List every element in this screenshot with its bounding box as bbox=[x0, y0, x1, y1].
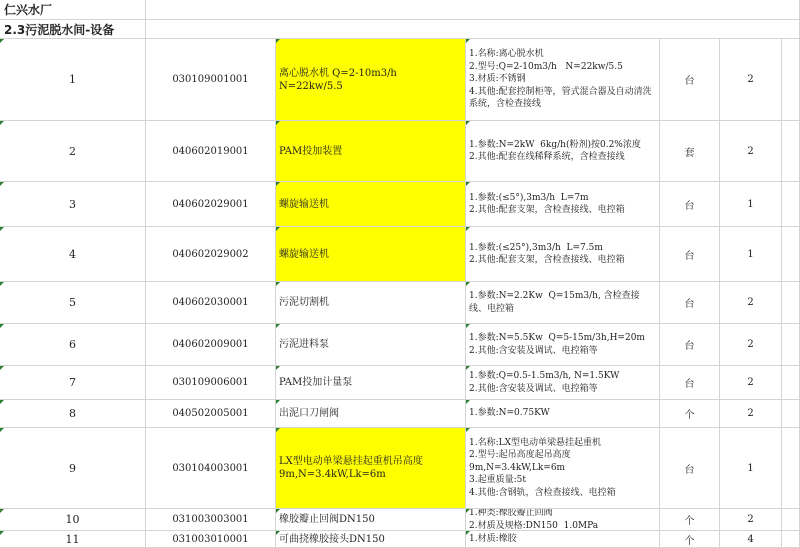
row-qty-text: 2 bbox=[747, 514, 754, 525]
cell-comment-marker-icon bbox=[466, 227, 470, 231]
row-unit-text: 台 bbox=[684, 250, 695, 262]
cell-code[interactable] bbox=[146, 428, 276, 509]
sheet-title-cell[interactable] bbox=[0, 0, 146, 20]
row-unit-text: 台 bbox=[684, 464, 695, 476]
section-title: 2.3污泥脱水间-设备 bbox=[4, 22, 115, 37]
cell-no[interactable] bbox=[0, 366, 146, 400]
row-no-text: 3 bbox=[69, 197, 76, 211]
cell-comment-marker-icon bbox=[0, 324, 4, 328]
row-desc-text: 1.参数:N=5.5Kw Q=5-15m/3h,H=20m 2.其他:含安装及调试、电控箱等 bbox=[469, 333, 645, 356]
row-desc-text: 1.参数:(≤5°),3m3/h L=7m 2.其他:配套支架，含检查接线、电控箱 bbox=[469, 192, 625, 215]
cell-name[interactable] bbox=[276, 531, 466, 548]
row-qty-text: 2 bbox=[747, 377, 754, 388]
cell-comment-marker-icon bbox=[276, 227, 280, 231]
cell-name[interactable] bbox=[276, 227, 466, 282]
cell-unit[interactable] bbox=[660, 366, 720, 400]
cell-empty[interactable] bbox=[782, 324, 800, 366]
cell-comment-marker-icon bbox=[466, 531, 470, 535]
cell-comment-marker-icon bbox=[466, 282, 470, 286]
cell-comment-marker-icon bbox=[276, 324, 280, 328]
cell-comment-marker-icon bbox=[0, 531, 4, 535]
cell-desc[interactable] bbox=[466, 182, 660, 227]
row-code-text: 040602030001 bbox=[172, 297, 249, 308]
row-qty-text: 1 bbox=[747, 248, 754, 260]
section-title-cell[interactable] bbox=[0, 20, 146, 39]
cell-unit[interactable] bbox=[660, 400, 720, 428]
cell-no[interactable] bbox=[0, 400, 146, 428]
cell-qty[interactable] bbox=[720, 324, 782, 366]
cell-comment-marker-icon bbox=[466, 324, 470, 328]
row-desc-text: 1.参数:N=0.75KW bbox=[469, 408, 550, 419]
row-code-text: 030109006001 bbox=[172, 377, 249, 388]
cell-empty[interactable] bbox=[782, 182, 800, 227]
row-code-text: 040602029002 bbox=[172, 248, 249, 260]
cell-comment-marker-icon bbox=[0, 282, 4, 286]
row-desc-text: 1.名称:LX型电动单梁悬挂起重机 2.型号:起吊高度起吊高度 9m,N=3.4kW,Lk=6m 3.起重质量:5t 4.其他:含钢轨，含检查接线、电控箱 bbox=[469, 437, 616, 498]
row-name-text: 可曲挠橡胶接头DN150 bbox=[279, 533, 385, 545]
cell-unit[interactable] bbox=[660, 227, 720, 282]
cell-name[interactable] bbox=[276, 282, 466, 324]
row-code-text: 040602009001 bbox=[172, 339, 249, 350]
row-name-text: 橡胶瓣止回阀DN150 bbox=[279, 514, 375, 525]
cell-desc[interactable] bbox=[466, 39, 660, 121]
cell-code[interactable] bbox=[146, 39, 276, 121]
cell-desc[interactable] bbox=[466, 509, 660, 531]
cell-code[interactable] bbox=[146, 282, 276, 324]
row-unit-text: 套 bbox=[684, 147, 695, 159]
cell-qty[interactable] bbox=[720, 400, 782, 428]
cell-comment-marker-icon bbox=[466, 428, 470, 432]
cell-code[interactable] bbox=[146, 227, 276, 282]
cell-comment-marker-icon bbox=[0, 121, 4, 125]
cell-unit[interactable] bbox=[660, 509, 720, 531]
cell-empty[interactable] bbox=[782, 428, 800, 509]
row-no-text: 11 bbox=[65, 532, 80, 546]
cell-desc[interactable] bbox=[466, 366, 660, 400]
cell-comment-marker-icon bbox=[0, 400, 4, 404]
cell-no[interactable] bbox=[0, 121, 146, 182]
row-unit-text: 个 bbox=[684, 535, 695, 547]
cell-unit[interactable] bbox=[660, 428, 720, 509]
cell-qty[interactable] bbox=[720, 428, 782, 509]
cell-no[interactable] bbox=[0, 39, 146, 121]
cell-name[interactable] bbox=[276, 182, 466, 227]
cell-comment-marker-icon bbox=[276, 282, 280, 286]
empty-section-cell[interactable] bbox=[146, 20, 800, 39]
cell-empty[interactable] bbox=[782, 121, 800, 182]
row-no-text: 7 bbox=[69, 376, 76, 389]
cell-empty[interactable] bbox=[782, 282, 800, 324]
row-code-text: 040602029001 bbox=[172, 198, 249, 210]
cell-code[interactable] bbox=[146, 509, 276, 531]
cell-qty[interactable] bbox=[720, 121, 782, 182]
row-qty-text: 2 bbox=[747, 297, 754, 308]
row-no-text: 6 bbox=[69, 338, 76, 351]
cell-unit[interactable] bbox=[660, 121, 720, 182]
cell-comment-marker-icon bbox=[0, 227, 4, 231]
row-no-text: 10 bbox=[65, 513, 80, 526]
cell-desc[interactable] bbox=[466, 227, 660, 282]
row-no-text: 4 bbox=[69, 247, 76, 261]
cell-code[interactable] bbox=[146, 324, 276, 366]
cell-qty[interactable] bbox=[720, 509, 782, 531]
cell-comment-marker-icon bbox=[276, 428, 280, 432]
cell-comment-marker-icon bbox=[466, 509, 470, 513]
cell-desc[interactable] bbox=[466, 400, 660, 428]
cell-desc[interactable] bbox=[466, 282, 660, 324]
cell-name[interactable] bbox=[276, 400, 466, 428]
row-desc-text: 1.参数:(≤25°),3m3/h L=7.5m 2.其他:配套支架，含检查接线、电控箱 bbox=[469, 242, 625, 265]
cell-empty[interactable] bbox=[782, 509, 800, 531]
cell-comment-marker-icon bbox=[466, 400, 470, 404]
row-name-text: 螺旋输送机 bbox=[279, 248, 329, 260]
cell-no[interactable] bbox=[0, 428, 146, 509]
cell-code[interactable] bbox=[146, 121, 276, 182]
cell-name[interactable] bbox=[276, 509, 466, 531]
cell-code[interactable] bbox=[146, 400, 276, 428]
row-unit-text: 个 bbox=[684, 410, 695, 421]
cell-no[interactable] bbox=[0, 324, 146, 366]
row-unit-text: 台 bbox=[684, 299, 695, 310]
cell-code[interactable] bbox=[146, 531, 276, 548]
row-code-text: 030109001001 bbox=[172, 74, 249, 85]
row-unit-text: 个 bbox=[684, 516, 695, 527]
row-name-text: 螺旋输送机 bbox=[279, 198, 329, 210]
cell-comment-marker-icon bbox=[276, 509, 280, 513]
cell-empty[interactable] bbox=[782, 39, 800, 121]
cell-name[interactable] bbox=[276, 39, 466, 121]
cell-comment-marker-icon bbox=[466, 182, 470, 186]
cell-comment-marker-icon bbox=[276, 531, 280, 535]
row-qty-text: 2 bbox=[747, 339, 754, 350]
row-qty-text: 1 bbox=[747, 462, 754, 474]
row-unit-text: 台 bbox=[684, 379, 695, 390]
cell-no[interactable] bbox=[0, 182, 146, 227]
row-desc-text: 1.种类:橡胶瓣止回阀 2.材质及规格:DN150 1.0MPa bbox=[469, 509, 599, 531]
row-name-text: 离心脱水机 Q=2-10m3/h N=22kw/5.5 bbox=[279, 67, 397, 92]
row-qty-text: 2 bbox=[747, 74, 754, 85]
cell-name[interactable] bbox=[276, 324, 466, 366]
cell-code[interactable] bbox=[146, 182, 276, 227]
row-qty-text: 4 bbox=[747, 533, 754, 545]
cell-name[interactable] bbox=[276, 121, 466, 182]
cell-comment-marker-icon bbox=[276, 400, 280, 404]
row-unit-text: 台 bbox=[684, 200, 695, 212]
cell-empty[interactable] bbox=[782, 227, 800, 282]
cell-desc[interactable] bbox=[466, 324, 660, 366]
row-code-text: 040602019001 bbox=[172, 145, 249, 157]
cell-qty[interactable] bbox=[720, 282, 782, 324]
cell-qty[interactable] bbox=[720, 366, 782, 400]
cell-unit[interactable] bbox=[660, 182, 720, 227]
cell-empty[interactable] bbox=[782, 366, 800, 400]
cell-comment-marker-icon bbox=[466, 39, 470, 43]
row-name-text: LX型电动单梁悬挂起重机吊高度 9m,N=3.4kW,Lk=6m bbox=[279, 456, 423, 480]
cell-desc[interactable] bbox=[466, 121, 660, 182]
cell-name[interactable] bbox=[276, 428, 466, 509]
cell-qty[interactable] bbox=[720, 531, 782, 548]
cell-comment-marker-icon bbox=[466, 366, 470, 370]
row-desc-text: 1.材质:橡胶 bbox=[469, 533, 517, 544]
row-qty-text: 2 bbox=[747, 145, 754, 157]
cell-comment-marker-icon bbox=[0, 509, 4, 513]
row-code-text: 031003003001 bbox=[172, 514, 249, 525]
cell-name[interactable] bbox=[276, 366, 466, 400]
cell-qty[interactable] bbox=[720, 182, 782, 227]
cell-no[interactable] bbox=[0, 227, 146, 282]
cell-comment-marker-icon bbox=[276, 39, 280, 43]
cell-comment-marker-icon bbox=[276, 182, 280, 186]
cell-comment-marker-icon bbox=[0, 39, 4, 43]
cell-desc[interactable] bbox=[466, 428, 660, 509]
row-no-text: 2 bbox=[69, 144, 76, 158]
row-unit-text: 台 bbox=[684, 341, 695, 352]
cell-empty[interactable] bbox=[782, 400, 800, 428]
cell-unit[interactable] bbox=[660, 282, 720, 324]
row-code-text: 030104003001 bbox=[172, 462, 249, 474]
row-name-text: 污泥切割机 bbox=[279, 297, 329, 308]
row-code-text: 031003010001 bbox=[172, 533, 249, 545]
cell-unit[interactable] bbox=[660, 531, 720, 548]
cell-no[interactable] bbox=[0, 282, 146, 324]
cell-no[interactable] bbox=[0, 509, 146, 531]
cell-comment-marker-icon bbox=[276, 121, 280, 125]
empty-header-cell[interactable] bbox=[146, 0, 800, 20]
cell-qty[interactable] bbox=[720, 227, 782, 282]
cell-empty[interactable] bbox=[782, 531, 800, 548]
row-desc-text: 1.名称:离心脱水机 2.型号:Q=2-10m3/h N=22kw/5.5 3.材质:不锈钢 4.其他:配套控制柜等，管式混合器及自动清洗系统，含检查接线 bbox=[469, 49, 652, 110]
row-no-text: 1 bbox=[69, 73, 76, 86]
cell-comment-marker-icon bbox=[276, 366, 280, 370]
row-qty-text: 2 bbox=[747, 408, 754, 419]
row-desc-text: 1.参数:N=2kW 6kg/h(粉剂)按0.2%浓度 2.其他:配套在线稀释系统，含检查接线 bbox=[469, 139, 641, 162]
cell-comment-marker-icon bbox=[0, 428, 4, 432]
row-name-text: 污泥进料泵 bbox=[279, 339, 329, 350]
cell-code[interactable] bbox=[146, 366, 276, 400]
cell-comment-marker-icon bbox=[0, 182, 4, 186]
cell-qty[interactable] bbox=[720, 39, 782, 121]
cell-desc[interactable] bbox=[466, 531, 660, 548]
cell-unit[interactable] bbox=[660, 39, 720, 121]
cell-no[interactable] bbox=[0, 531, 146, 548]
row-name-text: PAM投加装置 bbox=[279, 145, 343, 157]
cell-unit[interactable] bbox=[660, 324, 720, 366]
row-unit-text: 台 bbox=[684, 76, 695, 87]
row-name-text: PAM投加计量泵 bbox=[279, 377, 353, 388]
row-desc-text: 1.参数:Q=0.5-1.5m3/h, N=1.5KW 2.其他:含安装及调试、电控箱等 bbox=[469, 371, 620, 394]
row-qty-text: 1 bbox=[747, 198, 754, 210]
cell-comment-marker-icon bbox=[0, 366, 4, 370]
row-name-text: 出泥口刀闸阀 bbox=[279, 408, 339, 419]
row-code-text: 040502005001 bbox=[172, 408, 249, 419]
row-desc-text: 1.参数:N=2.2Kw Q=15m3/h, 含检查接线、电控箱 bbox=[469, 291, 640, 314]
cell-comment-marker-icon bbox=[466, 121, 470, 125]
sheet-title: 仁兴水厂 bbox=[4, 3, 53, 17]
row-no-text: 5 bbox=[69, 296, 76, 309]
row-no-text: 8 bbox=[69, 407, 76, 420]
row-no-text: 9 bbox=[69, 461, 76, 475]
